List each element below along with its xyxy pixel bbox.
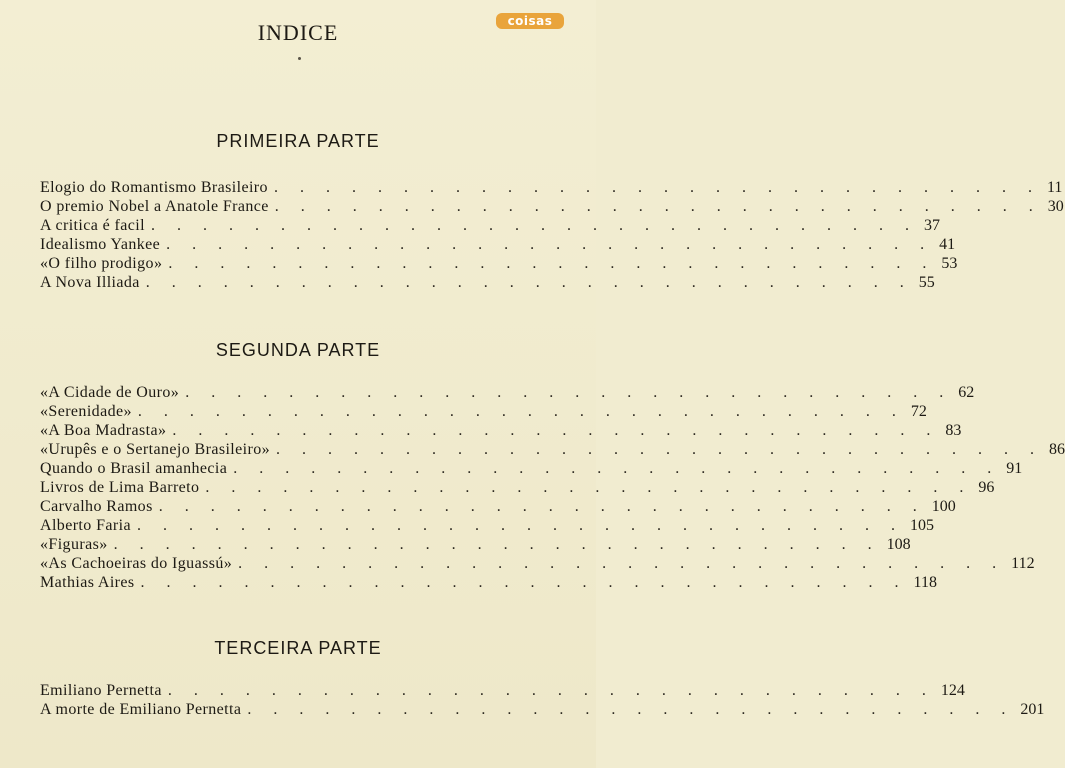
toc-entry-page: 118 [913,574,937,591]
dot-leader: . . . . . . . . . . . . . . . . . . . . . . . . . . . . . . [137,403,905,420]
dot-leader: . . . . . . . . . . . . . . . . . . . . . . . . . . . . . . [273,179,1041,196]
toc-entry-title: «A Boa Madrasta» [40,422,167,439]
dot-leader: . . . . . . . . . . . . . . . . . . . . . . . . . . . . . . [238,555,1006,572]
page-title: INDICE [257,20,339,45]
toc-entry [40,478,995,497]
toc-entry-page: 124 [940,682,965,699]
toc-entry-page: 91 [1006,460,1023,477]
toc-entry [40,216,940,235]
toc-entry-page: 201 [1020,701,1045,718]
toc-entry-page: 72 [910,403,927,420]
toc-entry [40,421,962,440]
dot-leader: . . . . . . . . . . . . . . . . . . . . . . . . . . . . . . [172,422,940,439]
section-heading-segunda-parte: SEGUNDA PARTE [215,340,381,360]
dot-leader: . . . . . . . . . . . . . . . . . . . . . . . . . . . . . . [247,701,1015,718]
toc-entry-page: 37 [923,217,940,234]
dot-leader: . . . . . . . . . . . . . . . . . . . . . . . . . . . . . . [140,574,908,591]
toc-entry [40,535,911,554]
toc-entry-page: 96 [978,479,995,496]
toc-entry-page: 112 [1011,555,1035,572]
toc-entry [40,516,934,535]
dot-leader: . . . . . . . . . . . . . . . . . . . . . . . . . . . . . . [113,536,881,553]
dot-leader: . . . . . . . . . . . . . . . . . . . . . . . . . . . . . . [274,198,1042,215]
toc-entry [40,440,1065,459]
toc-entry-title: Alberto Faria [40,517,131,534]
toc-entry-page: 86 [1049,441,1065,458]
toc-entry-page: 62 [958,384,975,401]
dot-leader: . . . . . . . . . . . . . . . . . . . . . . . . . . . . . . [166,236,934,253]
toc-entry [40,383,975,402]
dot-leader: . . . . . . . . . . . . . . . . . . . . . . . . . . . . . . [136,517,904,534]
toc-list-primeira-parte [40,178,1064,292]
toc-entry-page: 83 [945,422,962,439]
toc-entry-page: 105 [909,517,934,534]
toc-entry-title: A critica é facil [40,217,145,234]
toc-entry-title: «A Cidade de Ouro» [40,384,180,401]
dot-leader: . . . . . . . . . . . . . . . . . . . . . . . . . . . . . . [205,479,973,496]
toc-entry-page: 30 [1047,198,1064,215]
dot-leader: . . . . . . . . . . . . . . . . . . . . . . . . . . . . . . [145,274,913,291]
toc-entry-title: «Figuras» [40,536,108,553]
toc-entry-page: 41 [939,236,956,253]
dot-leader: . . . . . . . . . . . . . . . . . . . . . . . . . . . . . . [185,384,953,401]
dot-leader: . . . . . . . . . . . . . . . . . . . . . . . . . . . . . . [150,217,918,234]
toc-entry [40,681,965,700]
toc-entry-title: A Nova Illiada [40,274,140,291]
toc-list-terceira-parte [40,681,1045,719]
section-heading-terceira-parte: TERCEIRA PARTE [214,638,382,658]
toc-entry-page: 53 [941,255,958,272]
toc-entry-title: Quando o Brasil amanhecia [40,460,228,477]
toc-entry [40,273,935,292]
dot-leader: . . . . . . . . . . . . . . . . . . . . . . . . . . . . . . [233,460,1001,477]
section-heading-primeira-parte: PRIMEIRA PARTE [216,131,380,151]
toc-entry-title: «As Cachoeiras do Iguassú» [40,555,233,572]
toc-entry [40,573,937,592]
toc-entry-title: Elogio do Romantismo Brasileiro [40,179,268,196]
toc-entry-page: 108 [886,536,911,553]
toc-entry-title: O premio Nobel a Anatole France [40,198,269,215]
toc-entry [40,459,1023,478]
toc-entry [40,497,956,516]
dot-leader: . . . . . . . . . . . . . . . . . . . . . . . . . . . . . . [168,255,936,272]
toc-entry-title: «Serenidade» [40,403,132,420]
toc-entry [40,554,1035,573]
toc-entry-title: Emiliano Pernetta [40,682,162,699]
toc-entry-title: Carvalho Ramos [40,498,153,515]
dot-leader: . . . . . . . . . . . . . . . . . . . . . . . . . . . . . . [167,682,935,699]
toc-entry [40,402,927,421]
toc-entry-page: 55 [918,274,935,291]
toc-entry [40,197,1064,216]
toc-entry-title: Livros de Lima Barreto [40,479,200,496]
toc-entry [40,235,956,254]
watermark-logo: coisas [496,13,564,29]
toc-entry-title: «Urupês e o Sertanejo Brasileiro» [40,441,271,458]
toc-entry [40,178,1063,197]
toc-entry [40,254,958,273]
ornament-dot [298,57,301,60]
toc-entry-title: Idealismo Yankee [40,236,161,253]
toc-entry-title: A morte de Emiliano Pernetta [40,701,242,718]
toc-entry-page: 11 [1046,179,1063,196]
toc-entry-title: Mathias Aires [40,574,135,591]
toc-entry-page: 100 [931,498,956,515]
toc-entry [40,700,1045,719]
toc-entry-title: «O filho prodigo» [40,255,163,272]
dot-leader: . . . . . . . . . . . . . . . . . . . . . . . . . . . . . . [276,441,1044,458]
dot-leader: . . . . . . . . . . . . . . . . . . . . . . . . . . . . . . [158,498,926,515]
toc-list-segunda-parte [40,383,1065,592]
